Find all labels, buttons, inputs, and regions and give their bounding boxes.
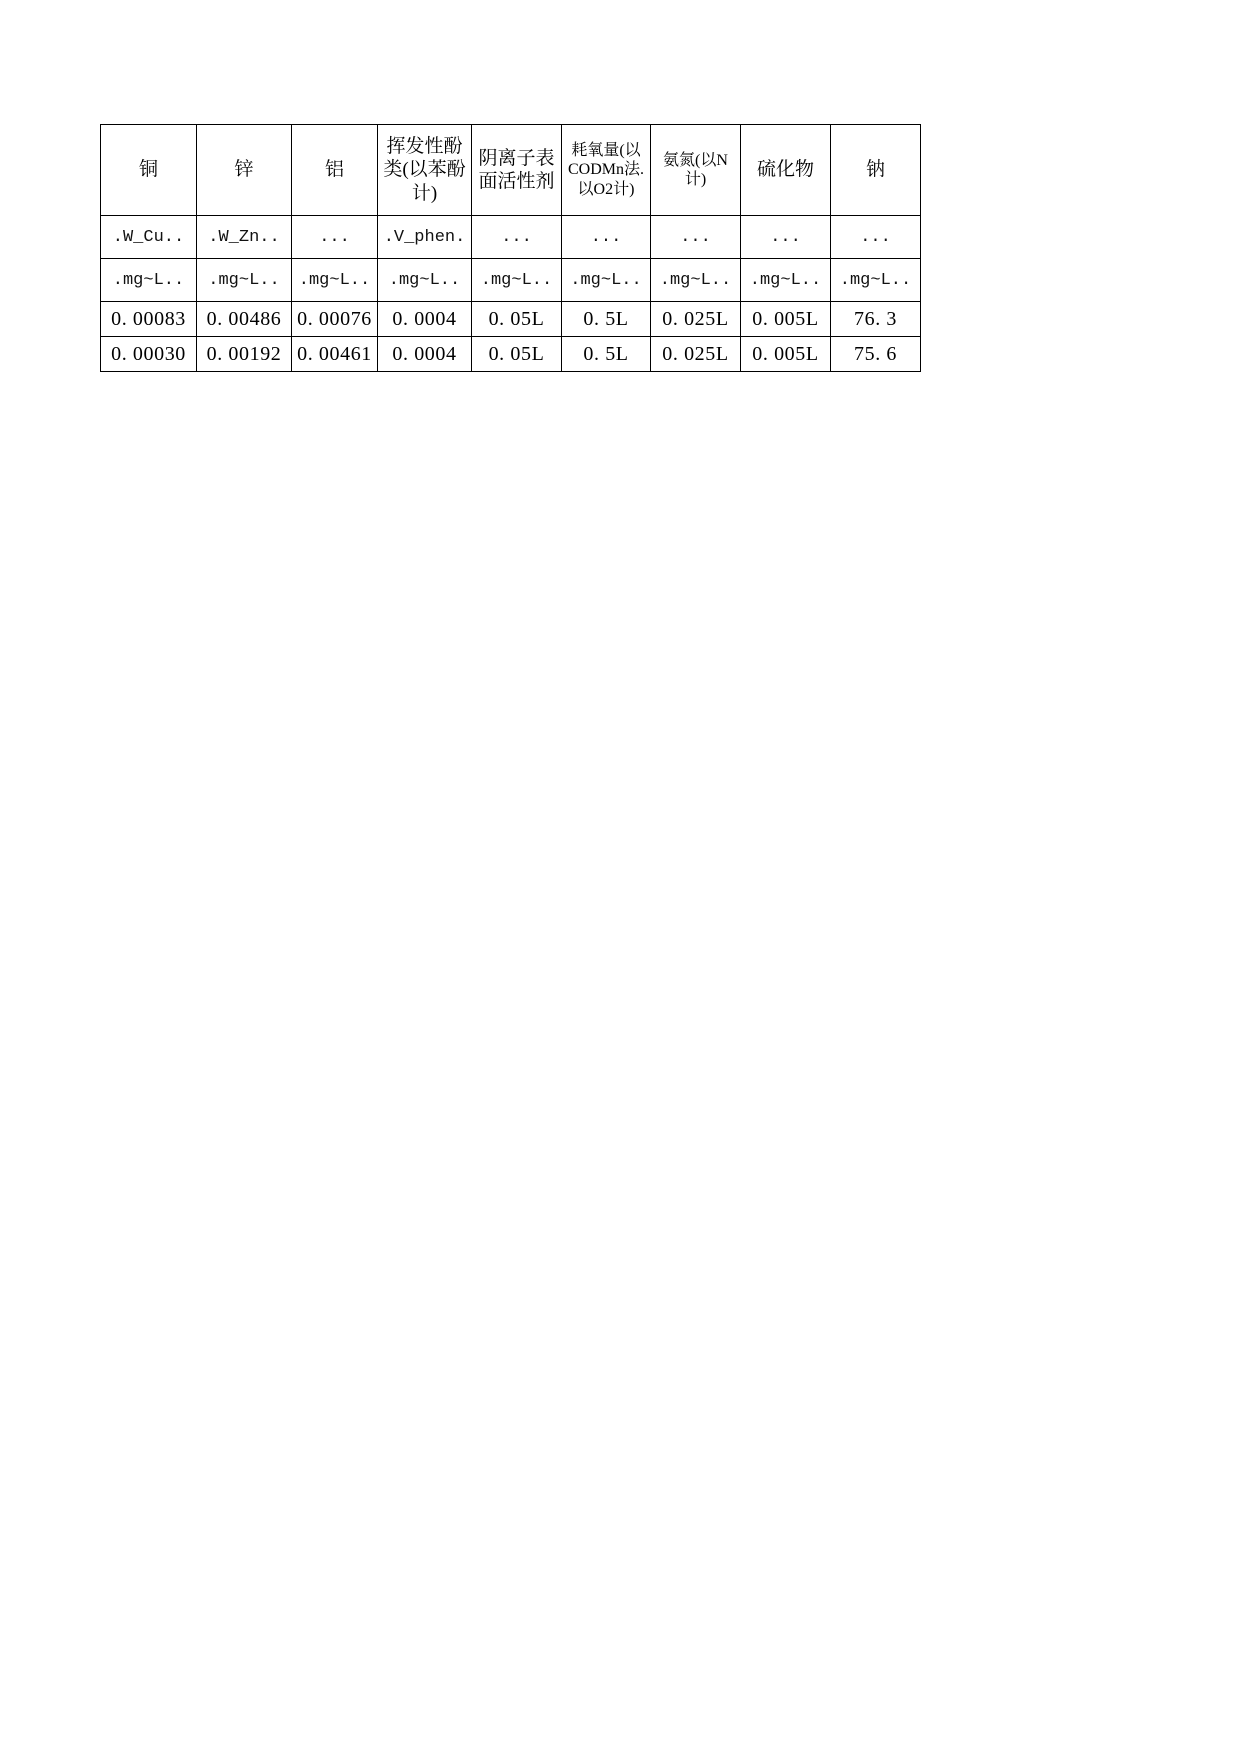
data-cell: 0. 00486 xyxy=(197,302,292,337)
data-cell: 0. 00192 xyxy=(197,337,292,372)
water-quality-table xyxy=(100,124,921,372)
unit-cell: .mg~L.. xyxy=(472,259,562,302)
column-header-aluminum: 铝 xyxy=(292,125,378,216)
code-cell: ... xyxy=(741,216,831,259)
unit-cell: .mg~L.. xyxy=(831,259,921,302)
unit-cell: .mg~L.. xyxy=(651,259,741,302)
column-header-zinc: 锌 xyxy=(197,125,292,216)
column-header-anionic-surfactant: 阴离子表面活性剂 xyxy=(472,125,562,216)
column-header-ammonia-nitrogen: 氨氮(以N计) xyxy=(651,125,741,216)
data-cell: 0. 005L xyxy=(741,337,831,372)
code-cell: .V_phen. xyxy=(378,216,472,259)
data-cell: 0. 0004 xyxy=(378,337,472,372)
column-header-sulfide: 硫化物 xyxy=(741,125,831,216)
table-row xyxy=(101,337,921,372)
data-cell: 0. 5L xyxy=(562,337,651,372)
code-cell: ... xyxy=(831,216,921,259)
table-row xyxy=(101,302,921,337)
unit-cell: .mg~L.. xyxy=(197,259,292,302)
column-header-volatile-phenols: 挥发性酚类(以苯酚计) xyxy=(378,125,472,216)
code-cell: .W_Zn.. xyxy=(197,216,292,259)
data-cell: 0. 5L xyxy=(562,302,651,337)
unit-cell: .mg~L.. xyxy=(378,259,472,302)
table-unit-row xyxy=(101,259,921,302)
unit-cell: .mg~L.. xyxy=(562,259,651,302)
water-quality-table-container xyxy=(100,124,921,372)
unit-cell: .mg~L.. xyxy=(101,259,197,302)
data-cell: 0. 05L xyxy=(472,302,562,337)
code-cell: ... xyxy=(562,216,651,259)
data-cell: 0. 00461 xyxy=(292,337,378,372)
data-cell: 0. 00076 xyxy=(292,302,378,337)
unit-cell: .mg~L.. xyxy=(741,259,831,302)
column-header-oxygen-consumption: 耗氧量(以CODMn法.以O2计) xyxy=(562,125,651,216)
data-cell: 76. 3 xyxy=(831,302,921,337)
data-cell: 0. 025L xyxy=(651,337,741,372)
column-header-sodium: 钠 xyxy=(831,125,921,216)
data-cell: 0. 00083 xyxy=(101,302,197,337)
table-code-row xyxy=(101,216,921,259)
data-cell: 0. 05L xyxy=(472,337,562,372)
data-cell: 75. 6 xyxy=(831,337,921,372)
code-cell: ... xyxy=(472,216,562,259)
code-cell: ... xyxy=(292,216,378,259)
data-cell: 0. 00030 xyxy=(101,337,197,372)
code-cell: .W_Cu.. xyxy=(101,216,197,259)
data-cell: 0. 005L xyxy=(741,302,831,337)
data-cell: 0. 025L xyxy=(651,302,741,337)
code-cell: ... xyxy=(651,216,741,259)
table-header-row xyxy=(101,125,921,216)
column-header-copper: 铜 xyxy=(101,125,197,216)
unit-cell: .mg~L.. xyxy=(292,259,378,302)
data-cell: 0. 0004 xyxy=(378,302,472,337)
